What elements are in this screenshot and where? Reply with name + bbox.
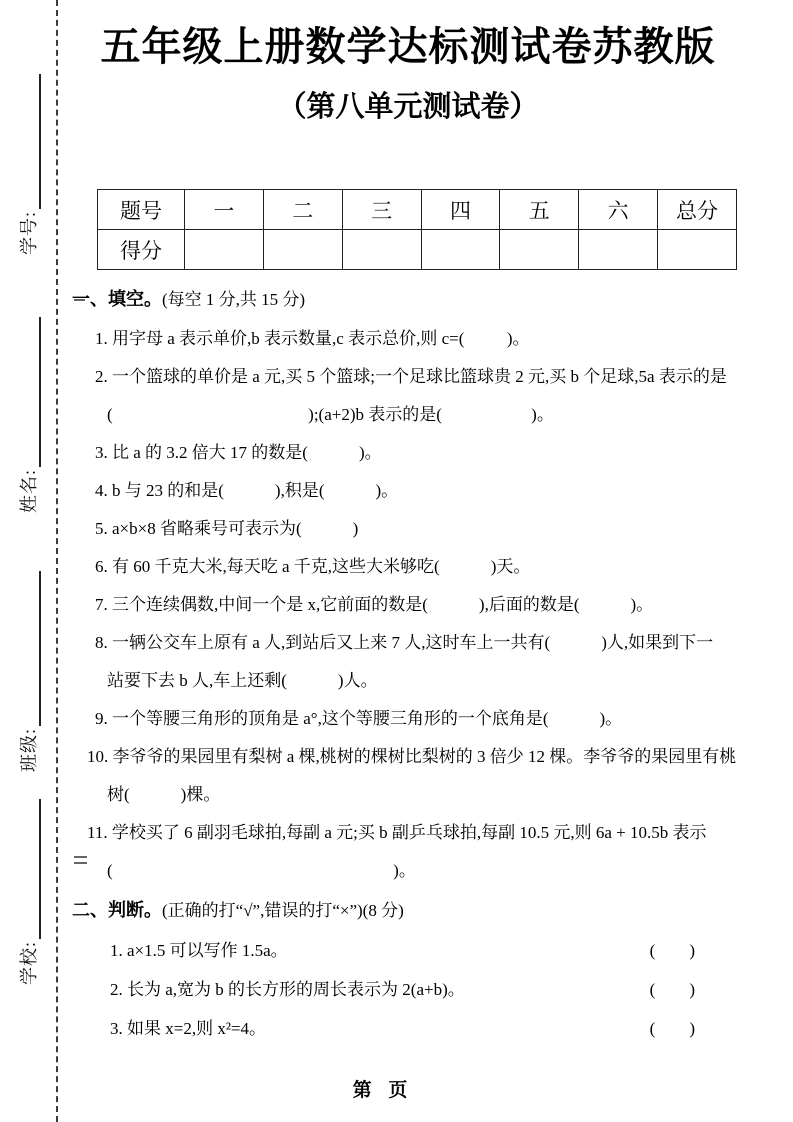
question-line: 7. 三个连续偶数,中间一个是 x,它前面的数是( ),后面的数是( )。 bbox=[95, 595, 654, 614]
score-table-column-cell: 五 bbox=[500, 190, 579, 230]
student-class-label: 班级: bbox=[19, 727, 39, 772]
score-table-empty-cell bbox=[185, 230, 264, 270]
question-line: 1. 用字母 a 表示单价,b 表示数量,c 表示总价,则 c=( )。 bbox=[95, 329, 530, 348]
score-table-empty-cell bbox=[263, 230, 342, 270]
score-table-empty-cell bbox=[421, 230, 500, 270]
score-table-column-cell: 六 bbox=[579, 190, 658, 230]
paper-subtitle: （第八单元测试卷） bbox=[277, 91, 539, 123]
write-blank-line bbox=[26, 74, 41, 209]
question-line: 9. 一个等腰三角形的顶角是 a°,这个等腰三角形的一个底角是( )。 bbox=[95, 709, 623, 728]
judge-questions bbox=[70, 940, 746, 1039]
student-school-field bbox=[15, 799, 41, 985]
score-table-empty-cell bbox=[500, 230, 579, 270]
score-table-column-cell: 四 bbox=[421, 190, 500, 230]
score-table-empty-cell bbox=[342, 230, 421, 270]
question-line: 站要下去 b 人,车上还剩( )人。 bbox=[107, 671, 378, 690]
fold-dashed-line bbox=[56, 0, 58, 1122]
question-line: 6. 有 60 千克大米,每天吃 a 千克,这些大米够吃( )天。 bbox=[95, 557, 531, 576]
question-line: ( );(a+2)b 表示的是( )。 bbox=[107, 405, 554, 424]
question-line: ( )。 bbox=[107, 861, 416, 880]
answer-blank: ( ) bbox=[649, 980, 695, 999]
student-id-field bbox=[15, 74, 41, 255]
question-line: 3. 比 a 的 3.2 倍大 17 的数是( )。 bbox=[95, 443, 382, 462]
question-line: 树( )棵。 bbox=[107, 785, 221, 804]
section-2-heading-main: 二、判断。 bbox=[72, 900, 162, 920]
judge-item-text: 1. a×1.5 可以写作 1.5a。 bbox=[110, 941, 288, 960]
write-blank-line bbox=[26, 799, 41, 939]
student-id-label: 学号: bbox=[19, 210, 39, 255]
score-table-column-cell: 总分 bbox=[658, 190, 737, 230]
section-2-heading-note: (正确的打“√”,错误的打“×”)(8 分) bbox=[162, 901, 404, 920]
section-1-heading-main: 一、填空。 bbox=[72, 289, 162, 309]
answer-blank: ( ) bbox=[649, 941, 695, 960]
student-school-label: 学校: bbox=[19, 940, 39, 985]
judge-item bbox=[70, 1018, 746, 1039]
score-table-column-cell: 一 bbox=[185, 190, 264, 230]
paper-title: 五年级上册数学达标测试卷苏教版 bbox=[100, 25, 716, 69]
paper-content bbox=[70, 0, 746, 1039]
score-table-header-row bbox=[98, 190, 737, 230]
student-name-label: 姓名: bbox=[19, 468, 39, 513]
question-line: 4. b 与 23 的和是( ),积是( )。 bbox=[95, 481, 399, 500]
section-2-heading bbox=[72, 896, 746, 922]
score-table-score-row bbox=[98, 230, 737, 270]
score-table-corner-cell: 题号 bbox=[98, 190, 185, 230]
student-class-field bbox=[15, 571, 41, 772]
section-1-heading-note: (每空 1 分,共 15 分) bbox=[162, 290, 306, 309]
question-line: 10. 李爷爷的果园里有梨树 a 棵,桃树的棵树比梨树的 3 倍少 12 棵。李爷爷的果园里有桃 bbox=[87, 747, 737, 766]
score-table-score-label-cell: 得分 bbox=[98, 230, 185, 270]
score-table-empty-cell bbox=[658, 230, 737, 270]
answer-blank: ( ) bbox=[649, 1019, 695, 1038]
student-name-field bbox=[15, 317, 41, 513]
score-table-column-cell: 三 bbox=[342, 190, 421, 230]
judge-item-text: 3. 如果 x=2,则 x²=4。 bbox=[110, 1019, 267, 1038]
score-table bbox=[97, 189, 737, 270]
question-line: 2. 一个篮球的单价是 a 元,买 5 个篮球;一个足球比篮球贵 2 元,买 b 个足球,5a 表示的是 bbox=[95, 367, 727, 386]
write-blank-line bbox=[26, 317, 41, 467]
judge-item bbox=[70, 979, 746, 1000]
page-footer: 第 页 bbox=[352, 1080, 414, 1101]
question-line: 11. 学校买了 6 副羽毛球拍,每副 a 元;买 b 副乒乓球拍,每副 10.5 元,则 6a + 10.5b 表示 bbox=[87, 823, 707, 842]
write-blank-line bbox=[26, 571, 41, 726]
score-table-column-cell: 二 bbox=[263, 190, 342, 230]
section-1-heading bbox=[72, 285, 746, 311]
question-line: 5. a×b×8 省略乘号可表示为( ) bbox=[95, 519, 359, 538]
judge-item-text: 2. 长为 a,宽为 b 的长方形的周长表示为 2(a+b)。 bbox=[110, 980, 465, 999]
score-table-empty-cell bbox=[579, 230, 658, 270]
judge-item bbox=[70, 940, 746, 961]
question-line: 8. 一辆公交车上原有 a 人,到站后又上来 7 人,这时车上一共有( )人,如果到下一 bbox=[95, 633, 714, 652]
fill-questions bbox=[70, 328, 746, 881]
